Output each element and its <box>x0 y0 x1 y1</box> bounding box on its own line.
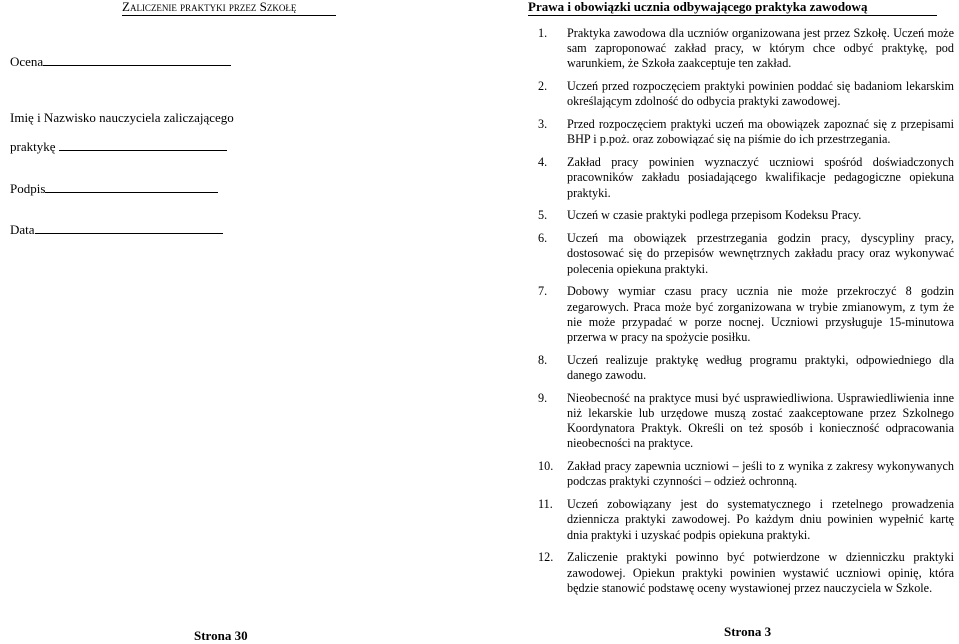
rule-number: 11. <box>538 497 553 512</box>
rule-text: Uczeń realizuje praktykę według programu praktyki, odpowiedniego dla danego zawodu. <box>567 352 954 383</box>
rule-item <box>538 497 954 543</box>
rule-item <box>538 26 954 72</box>
data-line[interactable] <box>35 223 223 234</box>
rule-text: Uczeń zobowiązany jest do systematycznego i rzetelnego prowadzenia dziennicza praktyki zawodowej. Po każdym dniu powinien wypełnić kartę dnia praktyki i uzyskać podpis opiekuna praktyki. <box>567 497 954 542</box>
ocena-label: Ocena <box>10 54 44 69</box>
rule-number: 8. <box>538 352 548 367</box>
rule-item <box>538 284 954 345</box>
rule-text: Uczeń w czasie praktyki podlega przepisom Kodeksu Pracy. <box>567 208 862 223</box>
rule-text: Przed rozpoczęciem praktyki uczeń ma obowiązek zapoznać się z przepisami BHP i p.poż. oraz zobowiązać się na piśmie do ich przestrzegania. <box>567 117 954 147</box>
rule-text: Zakład pracy powinien wyznaczyć uczniowi spośród doświadczonych pracowników zakładu posiadającego kwalifikacje pedagogiczne opiekuna praktyki. <box>567 155 954 200</box>
rule-item <box>538 155 954 201</box>
rule-number: 12. <box>538 550 554 565</box>
teacher-field <box>10 110 234 126</box>
rule-number: 10. <box>538 459 554 474</box>
podpis-line[interactable] <box>45 182 218 193</box>
rule-number: 3. <box>538 117 548 132</box>
rule-item <box>538 79 954 109</box>
rules-list <box>538 26 954 604</box>
data-field <box>10 222 223 238</box>
rule-number: 6. <box>538 231 548 246</box>
teacher-label: Imię i Nazwisko nauczyciela zaliczającego <box>10 110 234 125</box>
rule-text: Uczeń przed rozpoczęciem praktyki powinien poddać się badaniom lekarskim określającym zdolność do odbycia praktyki zawodowej. <box>567 79 954 109</box>
rule-item <box>538 550 954 596</box>
rule-item <box>538 353 954 383</box>
page-number-right: Strona 3 <box>724 624 772 639</box>
rule-number: 2. <box>538 79 548 94</box>
teacher-label-continued: praktykę <box>10 139 56 154</box>
rule-text: Uczeń ma obowiązek przestrzegania godzin pracy, dyscypliny pracy, dostosować się do przepisów wewnętrznych zakładu pracy oraz wykonywać polecenia opiekuna praktyki. <box>567 231 954 276</box>
right-page-title: Prawa i obowiązki ucznia odbywającego praktyka zawodową <box>528 0 937 16</box>
rule-text: Praktyka zawodowa dla uczniów organizowana jest przez Szkołę. Uczeń może sam zaproponować zakład pracy, w którym chce odbyć praktykę, pod warunkiem, że Szkoła zaakceptuje ten zakład. <box>567 26 954 71</box>
rule-number: 7. <box>538 284 548 299</box>
rule-number: 9. <box>538 390 548 405</box>
rule-number: 4. <box>538 155 548 170</box>
teacher-name-line[interactable] <box>59 140 227 151</box>
ocena-field <box>10 54 231 70</box>
podpis-field <box>10 181 218 197</box>
podpis-label: Podpis <box>10 181 46 196</box>
rule-item <box>538 117 954 147</box>
rule-text: Zakład pracy zapewnia uczniowi – jeśli to z wynika z zakresy wykonywanych podczas praktyki czynności – odzież ochronną. <box>567 459 954 489</box>
left-page-title: Zaliczenie praktyki przez Szkołę <box>122 0 336 16</box>
ocena-line[interactable] <box>43 55 231 66</box>
teacher-field-line-row <box>10 139 227 155</box>
rule-number: 1. <box>538 26 548 40</box>
data-label: Data <box>10 222 35 237</box>
rule-item <box>538 208 954 223</box>
rule-number: 5. <box>538 208 548 223</box>
rule-item <box>538 231 954 277</box>
rule-text: Zaliczenie praktyki powinno być potwierdzone w dzienniczku praktyki zawodowej. Opiekun praktyki powinien wystawić uczniowi opinię, która będzie stanowić podstawę oceny wystawionej przez nauczyciela w Szkole. <box>567 550 954 595</box>
rule-text: Dobowy wymiar czasu pracy ucznia nie może przekroczyć 8 godzin zegarowych. Praca może być zorganizowana w trybie zmianowym, z tym że nie może przypadać w porze nocnej. Uczniowi przysługuje 15-minutowa przerwa w pracy na spożycie posiłku. <box>567 284 954 345</box>
rule-item <box>538 459 954 489</box>
rule-item <box>538 391 954 452</box>
rule-text: Nieobecność na praktyce musi być usprawiedliwiona. Usprawiedliwienia inne niż lekarskie lub urzędowe muszą zostać zaakceptowane przez Szkolnego Koordynatora Praktyk. Określi on też sposób i konieczność odpracowania nieobecności na praktyce. <box>567 390 954 451</box>
page-number-left: Strona 30 <box>194 628 248 643</box>
